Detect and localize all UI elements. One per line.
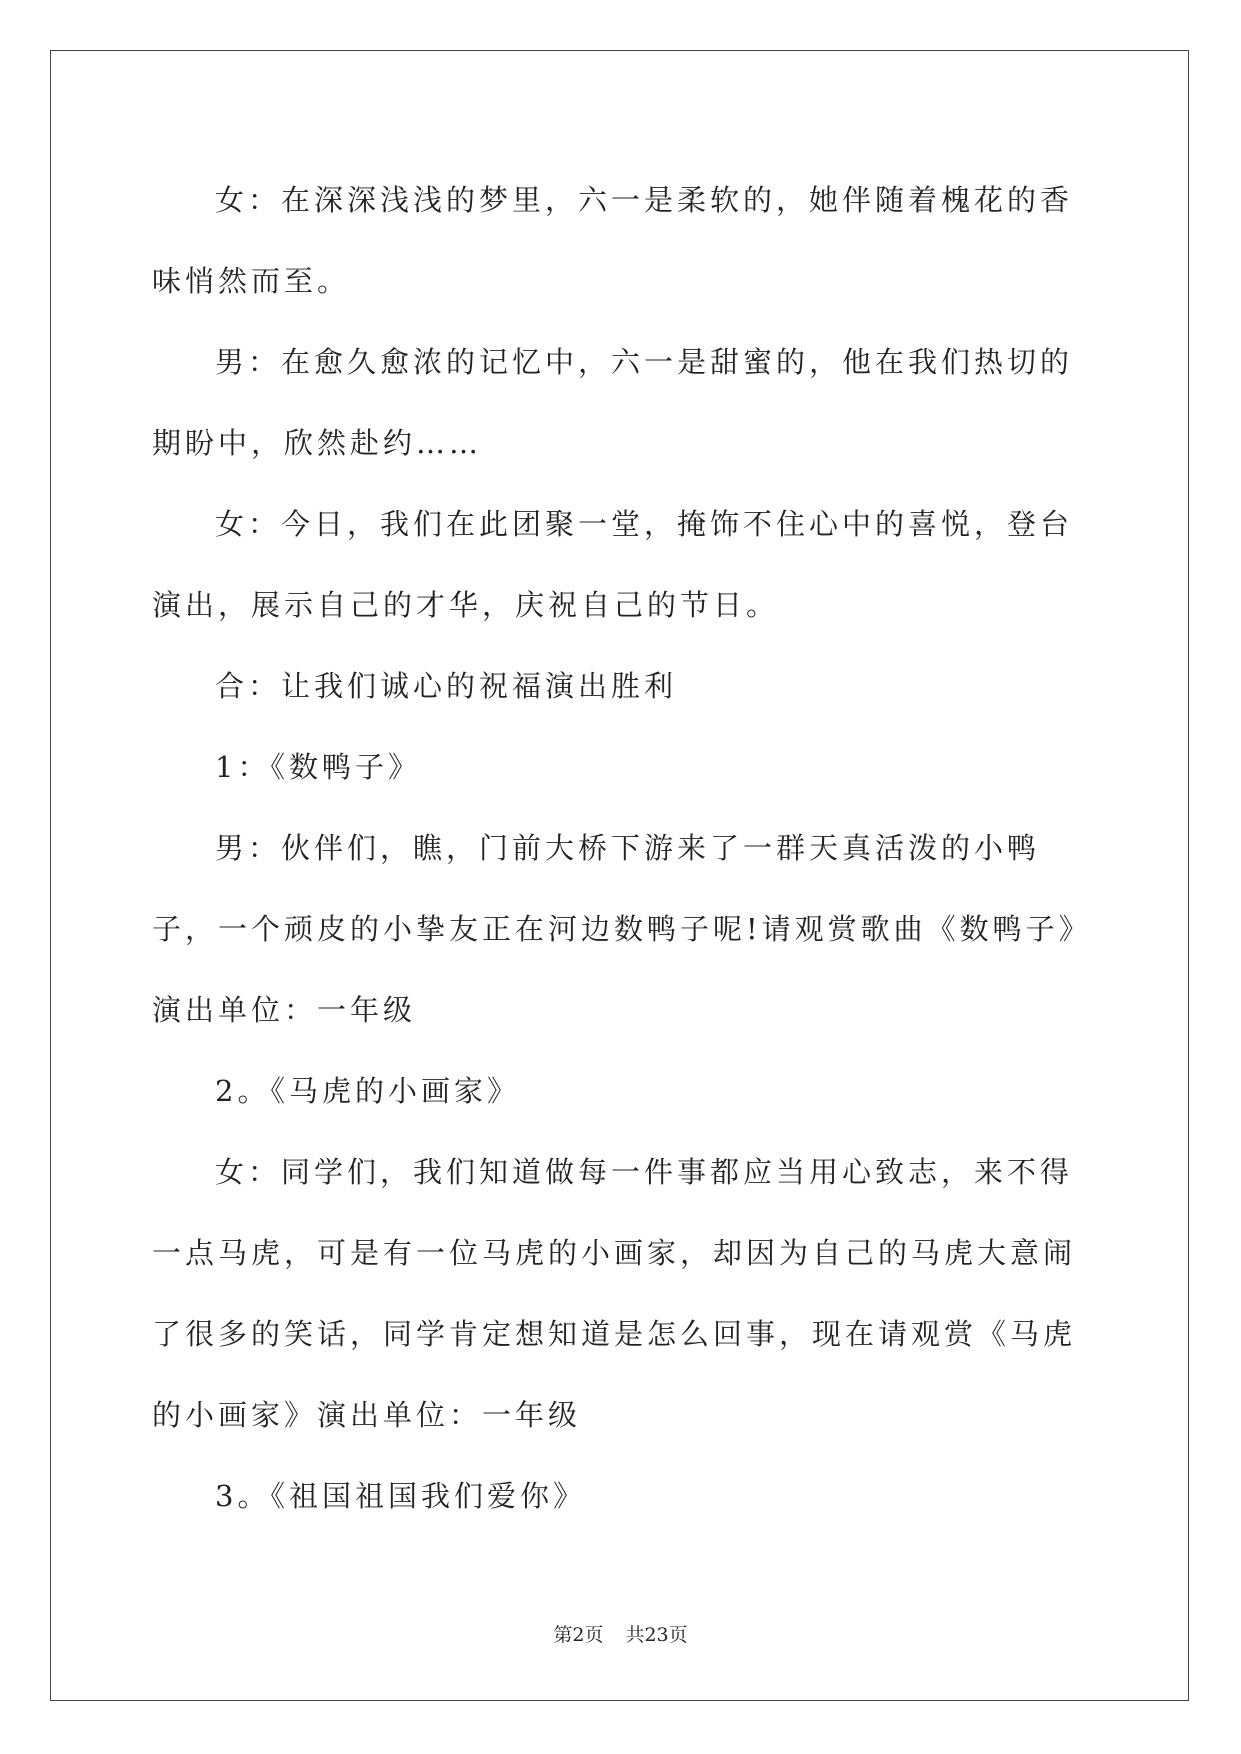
paragraph-7: 2。《马虎的小画家》	[215, 1074, 520, 1108]
paragraph-5: 1：《数鸭子》	[215, 750, 421, 784]
paragraph-8: 女：同学们，我们知道做每一件事都应当用心致志，来不得一点马虎，可是有一位马虎的小画家，却因为自己的马虎大意闹了很多的笑话，同学肯定想知道是怎么回事，现在请观赏《马虎的小画家》演出单位：一年级	[152, 1155, 1077, 1432]
total-page-count: 共23页	[625, 1624, 688, 1646]
document-body	[152, 160, 1092, 1537]
paragraph-3: 女：今日，我们在此团聚一堂，掩饰不住心中的喜悦，登台演出，展示自己的才华，庆祝自己的节日。	[152, 507, 1074, 622]
current-page-number: 第2页	[553, 1624, 604, 1646]
paragraph-2: 男：在愈久愈浓的记忆中，六一是甜蜜的，他在我们热切的期盼中，欣然赴约……	[152, 345, 1074, 460]
paragraph-4: 合：让我们诚心的祝福演出胜利	[215, 669, 678, 703]
paragraph-1: 女：在深深浅浅的梦里，六一是柔软的，她伴随着槐花的香味悄然而至。	[152, 183, 1074, 298]
page-footer	[0, 1620, 1241, 1647]
paragraph-6: 男：伙伴们，瞧，门前大桥下游来了一群天真活泼的小鸭子，一个顽皮的小挚友正在河边数鸭子呢!请观赏歌曲《数鸭子》演出单位：一年级	[152, 831, 1092, 1027]
paragraph-9: 3。《祖国祖国我们爱你》	[215, 1479, 586, 1513]
